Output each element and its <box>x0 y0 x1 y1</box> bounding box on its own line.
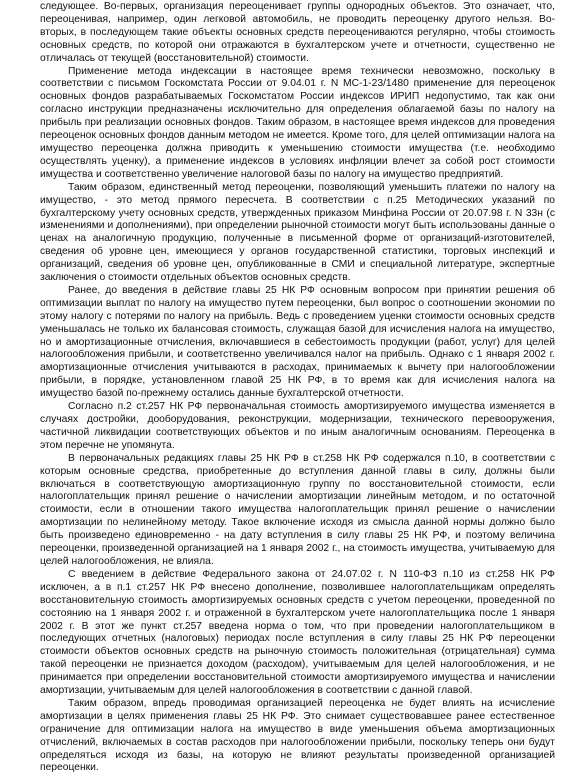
paragraph-3: Таким образом, единственный метод переоценки, позволяющий уменьшить платежи по налогу на имущество, - это метод прямого пересчета. В соответствии с п.25 Методических указаний по бухгалтерскому учету основных средств, утвержденных приказом Минфина России от 20.07.98 г. N 33н (с изменениями и дополнениями), при определении рыночной стоимости могут быть использованы данные о ценах на аналогичную продукцию, полученные в письменной форме от организаций-изготовителей, сведения об уровне цен, имеющиеся у органов государственной статистики, торговых инспекций и организаций, сведения об уровне цен, опубликованные в СМИ и специальной литературе, экспертные заключения о стоимости отдельных объектов основных средств. <box>40 181 555 284</box>
paragraph-8: Таким образом, впредь проводимая организацией переоценка не будет влиять на исчисление амортизации в целях применения главы 25 НК РФ. Это снимает существовавшее ранее естественное ограничение для оптимизации налога на имущество в виде уменьшения объема амортизационных отчислений, включаемых в состав расходов при налогообложении прибыли, поскольку теперь они будут определяться исходя из базы, на которую не влияют результаты произведенной организацией переоценки. <box>40 697 555 774</box>
paragraph-2: Применение метода индексации в настоящее время технически невозможно, поскольку в соответствии с письмом Госкомстата России от 9.04.01 г. N МС-1-23/1480 применение для переоценок основных фондов разрабатываемых Госкомстатом России индексов ИРИП недопустимо, так как они согласно инструкции предназначены исключительно для определения облагаемой базы по налогу на прибыль при реализации основных фондов. Таким образом, в настоящее время индексов для проведения переоценок основных фондов данным методом не имеется. Кроме того, для целей оптимизации налога на имущество переоценка должна приводить к уменьшению стоимости имущества (т.е. необходимо осуществлять уценку), а применение индексов в условиях инфляции влечет за собой рост стоимости имущества и соответственно увеличение налоговой базы по налогу на имущество предприятий. <box>40 65 555 180</box>
paragraph-4: Ранее, до введения в действие главы 25 НК РФ основным вопросом при принятии решения об оптимизации выплат по налогу на имущество путем переоценки, был вопрос о соотношении экономии по этому налогу с потерями по налогу на прибыль. Ведь с проведением уценки стоимости основных средств уменьшалась не только их балансовая стоимость, служащая базой для исчисления налога на имущество, но и амортизационные отчисления, включавшиеся в себестоимость продукции (работ, услуг) для целей налогообложения прибыли, и соответственно увеличивался налог на прибыль. Однако с 1 января 2002 г. амортизационные отчисления учитываются в расходах, принимаемых к вычету при налогообложении прибыли, в порядке, установленном главой 25 НК РФ, в то время как для исчисления налога на имущество базой по-прежнему остались данные бухгалтерской отчетности. <box>40 284 555 400</box>
paragraph-5: Согласно п.2 ст.257 НК РФ первоначальная стоимость амортизируемого имущества изменяется в случаях достройки, дооборудования, реконструкции, модернизации, технического перевооружения, частичной ликвидации соответствующих объектов и по иным аналогичным основаниям. Переоценка в этом перечне не упомянута. <box>40 401 555 451</box>
paragraph-7: С введением в действие Федерального закона от 24.07.02 г. N 110-ФЗ п.10 из ст.258 НК РФ исключен, а в п.1 ст.257 НК РФ внесено дополнение, позволившее налогоплательщикам определять восстановительную стоимость амортизируемых основных средств с учетом переоценки, проведенной по состоянию на 1 января 2002 г. и отраженной в бухгалтерском учете налогоплательщика после 1 января 2002 г. В этот же пункт ст.257 введена норма о том, что при проведении налогоплательщиком в последующих отчетных (налоговых) периодах после вступления в силу главы 25 НК РФ переоценки стоимости объектов основных средств на рыночную стоимость положительная (отрицательная) сумма такой переоценки не признается доходом (расходом), учитываемым для целей налогообложения, и не принимается при определении восстановительной стоимости амортизируемого имущества и начислении амортизации, учитываемым для целей налогообложения в соответствии с данной главой. <box>40 568 555 697</box>
paragraph-1: следующее. Во-первых, организация переоценивает группы однородных объектов. Это означает, что, переоценивая, например, один легковой автомобиль, не проводить переоценку другого нельзя. Во-вторых, в последующем такие объекты основных средств переоцениваются регулярно, чтобы стоимость основных средств, по которой они отражаются в бухгалтерском учете и отчетности, существенно не отличалась от текущей (восстановительной) стоимости. <box>40 1 555 64</box>
paragraph-6: В первоначальных редакциях главы 25 НК РФ в ст.258 НК РФ содержался п.10, в соответствии с которым основные средства, приобретенные до вступления данной главы в силу, должны были включаться в соответствующую амортизационную группу по восстановительной стоимости, если налогоплательщик принял решение о начислении амортизации линейным методом, и по остаточной стоимости, если в отношении такого имущества налогоплательщик принял решение о начислении амортизации по нелинейному методу. Такое включение исходя из смысла данной нормы должно было быть произведено единовременно - на дату вступления в силу главы 25 НК РФ, и поэтому величина переоценки, произведенной организацией на 1 января 2002 г., на стоимость имущества, учитываемую для целей налогообложения, не влияла. <box>40 452 555 567</box>
document-page <box>40 1 555 775</box>
